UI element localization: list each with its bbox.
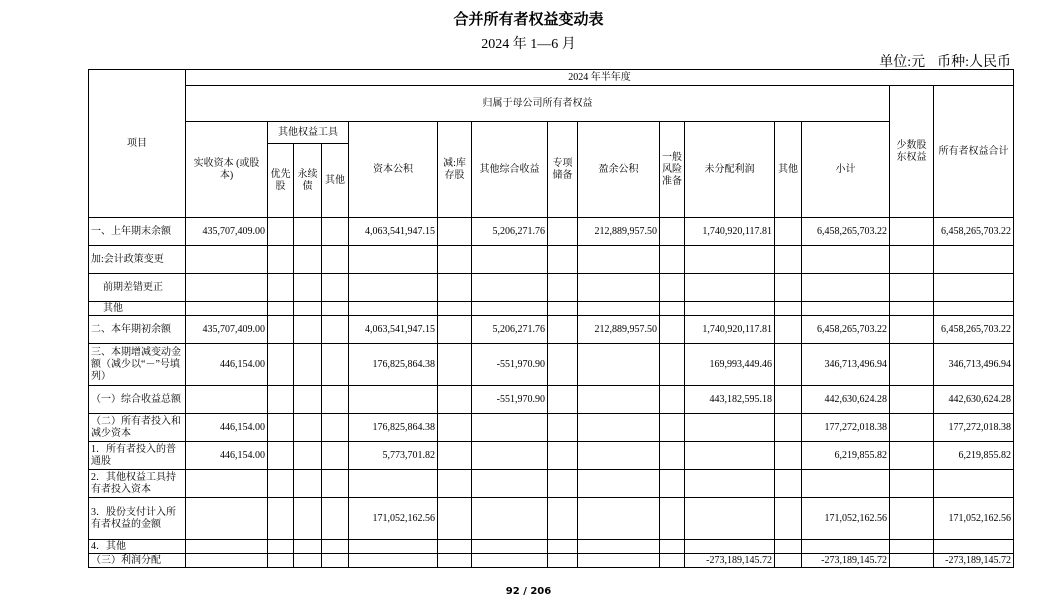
cell-value: -551,970.90	[472, 386, 548, 414]
cell-value: 5,206,271.76	[472, 316, 548, 344]
cell-value	[775, 218, 802, 246]
cell-value	[322, 246, 349, 274]
row-label: 三、本期增减变动金额（减少以“－”号填列）	[89, 344, 186, 386]
cell-value	[660, 386, 685, 414]
header-row-sub	[89, 122, 1014, 144]
cell-value	[775, 316, 802, 344]
cell-value	[294, 218, 322, 246]
header-oci: 其他综合收益	[472, 122, 548, 218]
cell-value	[934, 540, 1014, 554]
cell-value	[578, 246, 660, 274]
cell-value	[685, 470, 775, 498]
cell-value	[294, 274, 322, 302]
cell-value	[322, 470, 349, 498]
cell-value	[660, 470, 685, 498]
cell-value: 176,825,864.38	[349, 414, 438, 442]
row-label: 一、上年期末余额	[89, 218, 186, 246]
row-label: （二）所有者投入和减少资本	[89, 414, 186, 442]
cell-value	[472, 302, 548, 316]
row-label: 前期差错更正	[89, 274, 186, 302]
cell-value	[548, 414, 578, 442]
cell-value: 435,707,409.00	[186, 316, 268, 344]
table-row	[89, 498, 1014, 540]
cell-value	[268, 344, 294, 386]
cell-value	[294, 540, 322, 554]
header-surplus-reserve: 盈余公积	[578, 122, 660, 218]
cell-value	[802, 540, 890, 554]
table-row	[89, 442, 1014, 470]
cell-value	[802, 470, 890, 498]
cell-value	[890, 344, 934, 386]
table-row	[89, 218, 1014, 246]
unit-label: 单位:元	[879, 55, 926, 70]
table-row	[89, 414, 1014, 442]
cell-value: -273,189,145.72	[934, 554, 1014, 568]
cell-value	[548, 386, 578, 414]
table-row	[89, 274, 1014, 302]
cell-value	[775, 302, 802, 316]
cell-value	[578, 540, 660, 554]
cell-value: 346,713,496.94	[934, 344, 1014, 386]
cell-value: 446,154.00	[186, 414, 268, 442]
cell-value	[438, 218, 472, 246]
cell-value	[775, 246, 802, 274]
cell-value	[438, 442, 472, 470]
cell-value	[472, 470, 548, 498]
header-treasury: 减:库存股	[438, 122, 472, 218]
cell-value	[322, 554, 349, 568]
cell-value	[578, 302, 660, 316]
cell-value	[472, 414, 548, 442]
cell-value	[775, 414, 802, 442]
cell-value	[438, 302, 472, 316]
table-row	[89, 386, 1014, 414]
cell-value	[268, 246, 294, 274]
cell-value	[660, 540, 685, 554]
cell-value	[349, 246, 438, 274]
cell-value	[685, 414, 775, 442]
cell-value	[186, 540, 268, 554]
cell-value	[268, 442, 294, 470]
cell-value	[438, 414, 472, 442]
cell-value	[890, 442, 934, 470]
table-body	[89, 218, 1014, 568]
header-total: 所有者权益合计	[934, 86, 1014, 218]
cell-value	[685, 246, 775, 274]
cell-value	[685, 274, 775, 302]
cell-value	[890, 246, 934, 274]
row-label: 1．所有者投入的普通股	[89, 442, 186, 470]
header-preferred: 优先股	[268, 144, 294, 218]
cell-value	[322, 302, 349, 316]
cell-value: 171,052,162.56	[934, 498, 1014, 540]
cell-value: 1,740,920,117.81	[685, 316, 775, 344]
cell-value	[294, 316, 322, 344]
cell-value	[775, 554, 802, 568]
row-label: 加:会计政策变更	[89, 246, 186, 274]
cell-value	[660, 302, 685, 316]
cell-value	[186, 386, 268, 414]
cell-value	[438, 274, 472, 302]
cell-value	[548, 218, 578, 246]
table-row	[89, 302, 1014, 316]
cell-value	[322, 218, 349, 246]
cell-value	[472, 554, 548, 568]
cell-value	[660, 218, 685, 246]
cell-value	[294, 302, 322, 316]
cell-value	[186, 470, 268, 498]
cell-value	[548, 470, 578, 498]
cell-value	[349, 302, 438, 316]
cell-value: 6,458,265,703.22	[802, 218, 890, 246]
cell-value: 1,740,920,117.81	[685, 218, 775, 246]
cell-value	[775, 442, 802, 470]
cell-value	[438, 386, 472, 414]
cell-value	[578, 414, 660, 442]
cell-value	[186, 302, 268, 316]
cell-value	[660, 414, 685, 442]
cell-value: 6,219,855.82	[802, 442, 890, 470]
cell-value	[472, 498, 548, 540]
cell-value	[268, 540, 294, 554]
cell-value	[890, 302, 934, 316]
cell-value	[548, 302, 578, 316]
header-other-tool: 其他	[322, 144, 349, 218]
statement-period: 2024 年 1—6 月	[481, 37, 576, 52]
cell-value	[349, 386, 438, 414]
header-undistributed: 未分配利润	[685, 122, 775, 218]
equity-change-table	[88, 69, 1014, 568]
cell-value	[685, 302, 775, 316]
cell-value	[660, 246, 685, 274]
cell-value: 446,154.00	[186, 442, 268, 470]
cell-value: -273,189,145.72	[685, 554, 775, 568]
cell-value: 446,154.00	[186, 344, 268, 386]
cell-value	[890, 316, 934, 344]
cell-value: 4,063,541,947.15	[349, 218, 438, 246]
cell-value	[578, 274, 660, 302]
cell-value	[660, 498, 685, 540]
cell-value	[268, 274, 294, 302]
header-perpetual: 永续债	[294, 144, 322, 218]
cell-value	[890, 274, 934, 302]
header-other: 其他	[775, 122, 802, 218]
cell-value: 212,889,957.50	[578, 316, 660, 344]
cell-value	[186, 274, 268, 302]
cell-value	[322, 274, 349, 302]
cell-value: 169,993,449.46	[685, 344, 775, 386]
header-capital-reserve: 资本公积	[349, 122, 438, 218]
cell-value	[294, 386, 322, 414]
cell-value	[294, 554, 322, 568]
cell-value: 212,889,957.50	[578, 218, 660, 246]
cell-value	[890, 414, 934, 442]
cell-value	[349, 274, 438, 302]
cell-value: 6,458,265,703.22	[802, 316, 890, 344]
cell-value	[438, 554, 472, 568]
cell-value: -551,970.90	[472, 344, 548, 386]
cell-value	[578, 344, 660, 386]
cell-value	[934, 246, 1014, 274]
header-parent-equity: 归属于母公司所有者权益	[186, 86, 890, 122]
cell-value: 6,458,265,703.22	[934, 218, 1014, 246]
cell-value: 177,272,018.38	[934, 414, 1014, 442]
table-row	[89, 470, 1014, 498]
cell-value: 346,713,496.94	[802, 344, 890, 386]
cell-value: 442,630,624.28	[934, 386, 1014, 414]
cell-value	[660, 554, 685, 568]
cell-value	[685, 498, 775, 540]
cell-value	[294, 498, 322, 540]
cell-value	[268, 470, 294, 498]
cell-value: 176,825,864.38	[349, 344, 438, 386]
cell-value: 4,063,541,947.15	[349, 316, 438, 344]
cell-value	[890, 470, 934, 498]
cell-value	[349, 540, 438, 554]
cell-value	[322, 386, 349, 414]
cell-value	[548, 442, 578, 470]
cell-value	[934, 302, 1014, 316]
cell-value	[294, 246, 322, 274]
cell-value	[472, 246, 548, 274]
cell-value	[775, 470, 802, 498]
cell-value	[890, 218, 934, 246]
cell-value	[349, 554, 438, 568]
cell-value	[294, 470, 322, 498]
cell-value: 177,272,018.38	[802, 414, 890, 442]
cell-value	[685, 540, 775, 554]
cell-value	[890, 498, 934, 540]
cell-value	[268, 414, 294, 442]
header-paid-in-capital: 实收资本 (或股本)	[186, 122, 268, 218]
table-row	[89, 246, 1014, 274]
cell-value	[802, 246, 890, 274]
row-label: 2．其他权益工具持有者投入资本	[89, 470, 186, 498]
cell-value	[578, 442, 660, 470]
cell-value	[890, 540, 934, 554]
row-label: 3．股份支付计入所有者权益的金额	[89, 498, 186, 540]
cell-value	[660, 316, 685, 344]
cell-value	[548, 246, 578, 274]
cell-value	[548, 554, 578, 568]
header-row-parent	[89, 86, 1014, 122]
cell-value	[890, 554, 934, 568]
cell-value	[775, 344, 802, 386]
cell-value	[294, 414, 322, 442]
cell-value: 6,219,855.82	[934, 442, 1014, 470]
cell-value	[349, 470, 438, 498]
table-row	[89, 554, 1014, 568]
statement-title: 合并所有者权益变动表	[453, 10, 604, 28]
cell-value	[268, 498, 294, 540]
row-label: （三）利润分配	[89, 554, 186, 568]
row-label: 二、本年期初余额	[89, 316, 186, 344]
cell-value	[268, 302, 294, 316]
table-row	[89, 344, 1014, 386]
cell-value	[548, 498, 578, 540]
cell-value	[438, 470, 472, 498]
cell-value	[268, 218, 294, 246]
cell-value: 6,458,265,703.22	[934, 316, 1014, 344]
cell-value	[548, 540, 578, 554]
cell-value	[268, 316, 294, 344]
cell-value	[186, 246, 268, 274]
cell-value	[438, 246, 472, 274]
cell-value	[802, 302, 890, 316]
cell-value	[578, 470, 660, 498]
cell-value	[578, 498, 660, 540]
cell-value: 5,206,271.76	[472, 218, 548, 246]
header-general-risk: 一般风险准备	[660, 122, 685, 218]
cell-value	[685, 442, 775, 470]
cell-value	[322, 540, 349, 554]
cell-value	[934, 274, 1014, 302]
header-subtotal: 小计	[802, 122, 890, 218]
cell-value	[472, 540, 548, 554]
row-label: 4．其他	[89, 540, 186, 554]
cell-value	[268, 386, 294, 414]
cell-value	[472, 442, 548, 470]
cell-value: 171,052,162.56	[349, 498, 438, 540]
header-special-reserve: 专项储备	[548, 122, 578, 218]
cell-value	[934, 470, 1014, 498]
cell-value	[322, 344, 349, 386]
cell-value	[294, 442, 322, 470]
cell-value	[775, 274, 802, 302]
header-other-equity-tools: 其他权益工具	[268, 122, 349, 144]
cell-value: 5,773,701.82	[349, 442, 438, 470]
cell-value: 442,630,624.28	[802, 386, 890, 414]
cell-value	[890, 386, 934, 414]
cell-value: 171,052,162.56	[802, 498, 890, 540]
cell-value	[186, 498, 268, 540]
header-item: 项目	[89, 70, 186, 218]
header-period: 2024 年半年度	[186, 70, 1014, 86]
cell-value	[775, 386, 802, 414]
cell-value: -273,189,145.72	[802, 554, 890, 568]
cell-value	[660, 442, 685, 470]
cell-value: 443,182,595.18	[685, 386, 775, 414]
cell-value: 435,707,409.00	[186, 218, 268, 246]
cell-value	[548, 344, 578, 386]
cell-value	[268, 554, 294, 568]
row-label: （一）综合收益总额	[89, 386, 186, 414]
page-number: 92 / 206	[505, 586, 552, 597]
cell-value	[438, 344, 472, 386]
cell-value	[438, 316, 472, 344]
cell-value	[548, 274, 578, 302]
cell-value	[802, 274, 890, 302]
currency-label: 币种:人民币	[937, 55, 1011, 70]
cell-value	[322, 498, 349, 540]
cell-value	[660, 274, 685, 302]
cell-value	[322, 442, 349, 470]
cell-value	[322, 414, 349, 442]
cell-value	[294, 344, 322, 386]
cell-value	[578, 554, 660, 568]
table-row	[89, 316, 1014, 344]
cell-value	[660, 344, 685, 386]
cell-value	[548, 316, 578, 344]
table-row	[89, 540, 1014, 554]
cell-value	[438, 540, 472, 554]
cell-value	[322, 316, 349, 344]
header-minority: 少数股东权益	[890, 86, 934, 218]
unit-currency-line	[867, 51, 1011, 71]
cell-value	[775, 540, 802, 554]
cell-value	[775, 498, 802, 540]
header-row-period	[89, 70, 1014, 86]
cell-value	[578, 386, 660, 414]
row-label: 其他	[89, 302, 186, 316]
cell-value	[472, 274, 548, 302]
cell-value	[186, 554, 268, 568]
cell-value	[438, 498, 472, 540]
